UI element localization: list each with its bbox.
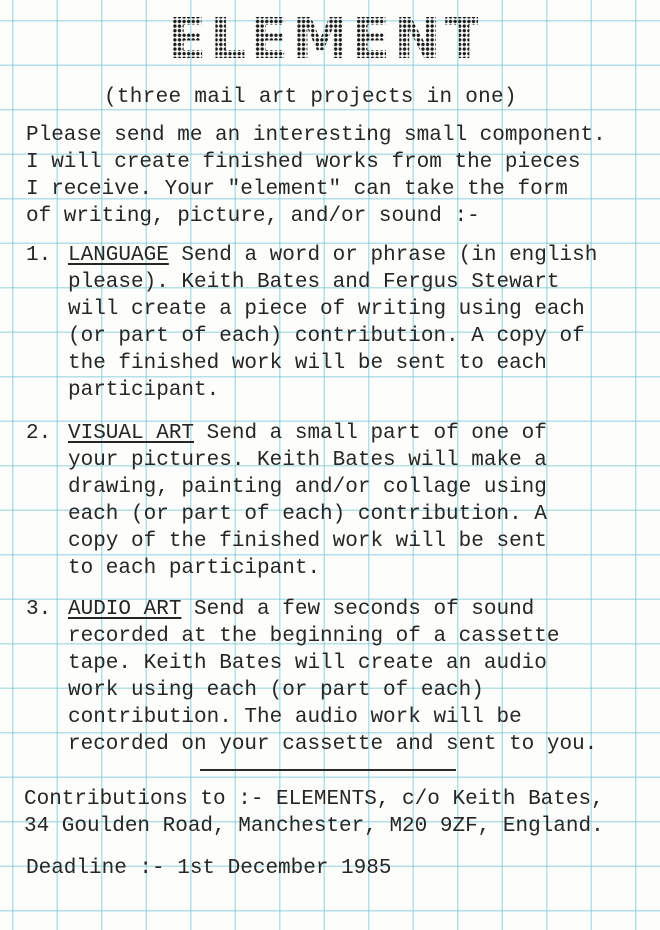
intro-line: I will create finished works from the pieces [26, 151, 581, 174]
project-line: your pictures. Keith Bates will make a [68, 449, 547, 472]
subtitle: (three mail art projects in one) [104, 86, 517, 109]
project-line: contribution. The audio work will be [68, 706, 522, 729]
project-line: Send a few seconds of sound [181, 598, 535, 621]
project-line: to each participant. [68, 557, 321, 580]
intro-line: I receive. Your "element" can take the form [26, 178, 568, 201]
page-title: ELEMENTS [168, 7, 532, 72]
deadline: Deadline :- 1st December 1985 [26, 857, 392, 880]
project-line: tape. Keith Bates will create an audio [68, 652, 547, 675]
project-body [68, 420, 547, 582]
address-line: 34 Goulden Road, Manchester, M20 9ZF, England. [24, 815, 604, 838]
project-line: Send a small part of one of [194, 422, 547, 445]
intro-line: of writing, picture, and/or sound :- [26, 205, 480, 228]
project-number: 1. [26, 244, 52, 267]
project-line: will create a piece of writing using each [68, 298, 585, 321]
intro-line: Please send me an interesting small component. [26, 124, 606, 147]
project-first-line [68, 596, 597, 623]
project-first-line [68, 420, 547, 447]
project-line: copy of the finished work will be sent [68, 530, 547, 553]
project-heading: VISUAL ART [68, 422, 195, 445]
project-line: the finished work will be sent to each [68, 352, 547, 375]
title-banner [168, 7, 532, 72]
project-body [68, 596, 597, 758]
project-line: please). Keith Bates and Fergus Stewart [68, 271, 560, 294]
project-line: recorded at the beginning of a cassette [68, 625, 560, 648]
contributions-address [24, 786, 604, 840]
project-line: work using each (or part of each) [68, 679, 484, 702]
address-line: Contributions to :- ELEMENTS, c/o Keith Bates, [24, 788, 604, 811]
project-first-line [68, 242, 597, 269]
project-line: Send a word or phrase (in english [168, 244, 598, 267]
divider [200, 769, 456, 771]
project-line: recorded on your cassette and sent to you. [68, 733, 598, 756]
project-number: 3. [26, 598, 52, 621]
project-line: (or part of each) contribution. A copy of [68, 325, 585, 348]
project-body [68, 242, 597, 404]
project-line: participant. [68, 379, 220, 402]
project-heading: AUDIO ART [68, 598, 182, 621]
project-number: 2. [26, 422, 52, 445]
project-line: drawing, painting and/or collage using [68, 476, 547, 499]
intro-paragraph [26, 122, 606, 230]
project-line: each (or part of each) contribution. A [68, 503, 547, 526]
project-heading: LANGUAGE [68, 244, 169, 267]
